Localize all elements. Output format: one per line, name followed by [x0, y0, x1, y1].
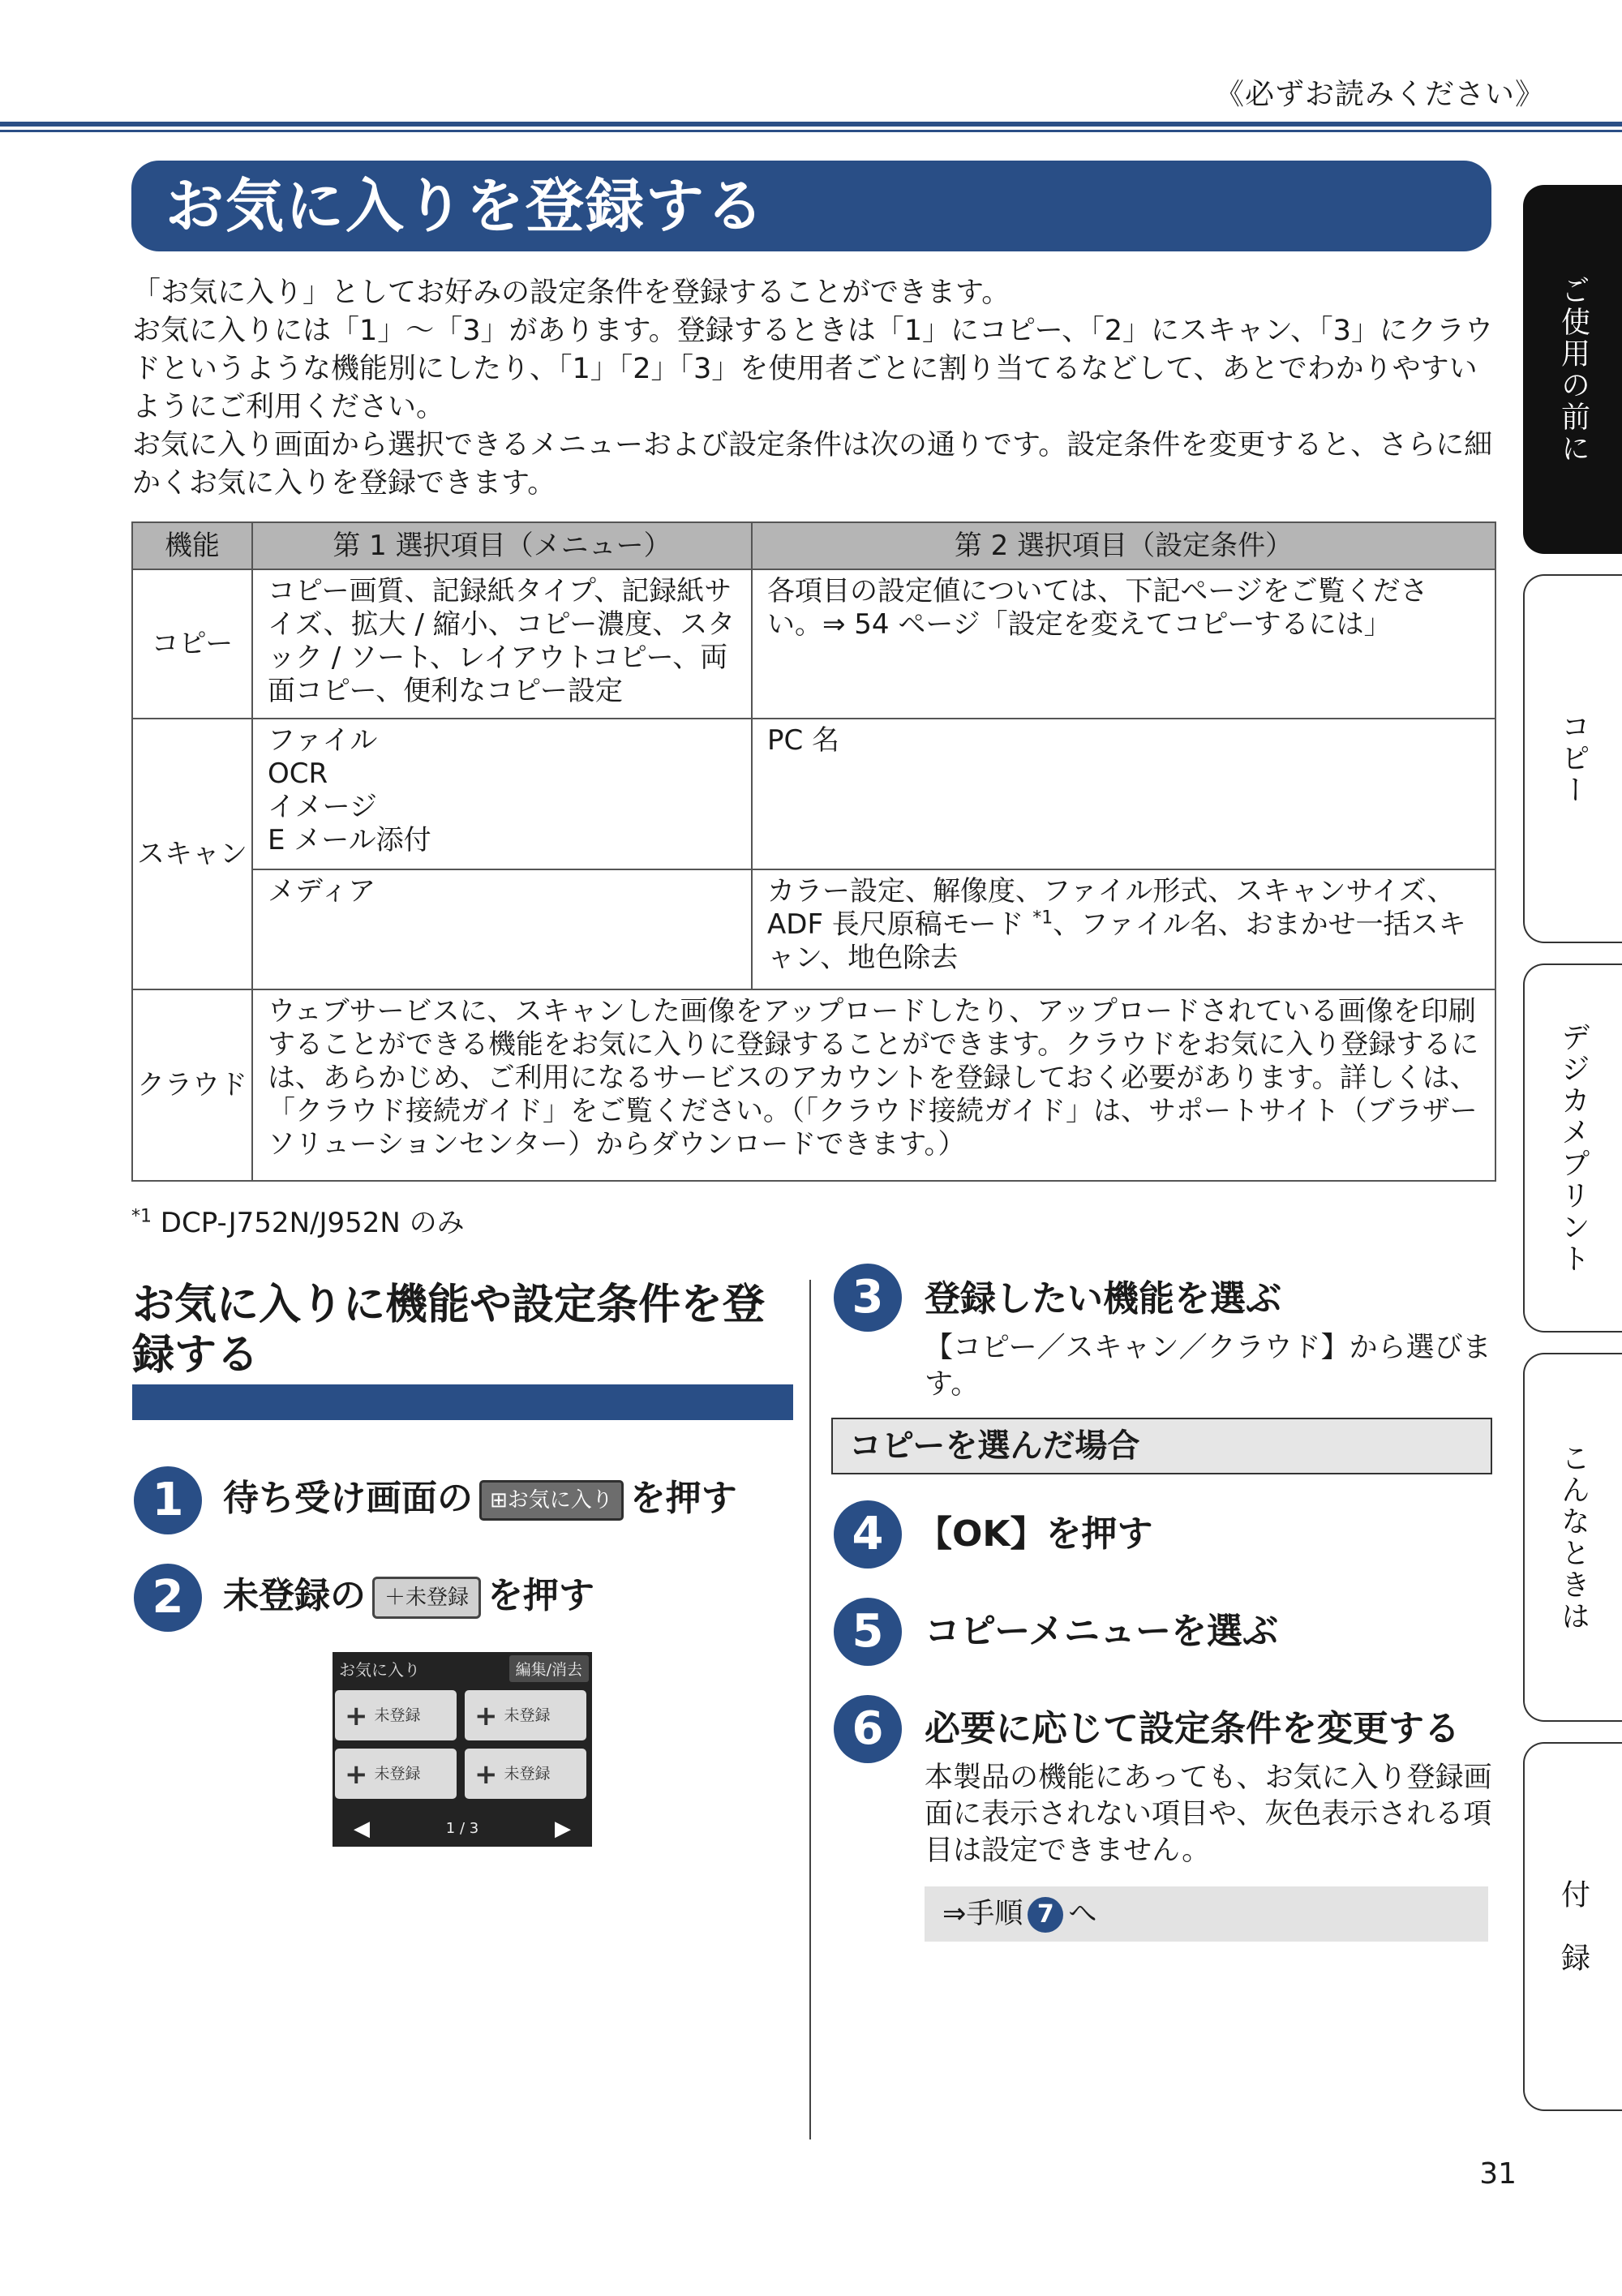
step-text-after: を押す: [487, 1575, 595, 1616]
step-text-before: 未登録の: [223, 1575, 366, 1616]
table-row: [132, 569, 1495, 719]
tab-label: 付 録: [1556, 1879, 1590, 1974]
footnote-text: DCP-J752N/J952N のみ: [152, 1207, 465, 1239]
step-text: 登録したい機能を選ぶ: [925, 1278, 1281, 1320]
page-indicator: 1 / 3: [445, 1820, 479, 1837]
tab-copy[interactable]: [1523, 574, 1622, 943]
settings-text: カラー設定、解像度、ファイル形式、スキャンサイズ、ADF 長尺原稿モード: [767, 875, 1455, 941]
step-number: 1: [134, 1466, 202, 1534]
slot-label: 未登録: [374, 1706, 421, 1724]
next-arrow-icon[interactable]: ▶: [555, 1817, 571, 1841]
header-menu: 第 1 選択項目（メニュー）: [252, 522, 752, 569]
edit-delete-button[interactable]: 編集/消去: [509, 1655, 589, 1682]
prev-arrow-icon[interactable]: ◀: [354, 1817, 370, 1841]
slot-label: 未登録: [504, 1765, 551, 1783]
page-number: 31: [1479, 2157, 1517, 2191]
settings-cell: PC 名: [752, 719, 1495, 869]
header-rule-thin: [0, 130, 1622, 132]
footnote-mark: *1: [131, 1206, 152, 1227]
step-number: 5: [834, 1598, 902, 1666]
goto-text: ⇒手順: [942, 1898, 1023, 1930]
tab-appendix[interactable]: [1523, 1742, 1622, 2111]
footnote: [131, 1200, 465, 1240]
step-text: 必要に応じて設定条件を変更する: [925, 1708, 1460, 1749]
settings-cell: 各項目の設定値については、下記ページをご覧ください。⇒ 54 ページ「設定を変えてコピーするには」: [752, 569, 1495, 719]
plus-icon: +: [474, 1699, 498, 1732]
step-number: 3: [834, 1264, 902, 1332]
lcd-pager: [333, 1814, 592, 1843]
tab-label: コピー: [1556, 711, 1590, 806]
goto-text: へ: [1068, 1898, 1097, 1930]
goto-step-number: 7: [1028, 1897, 1063, 1933]
step-text: コピーメニューを選ぶ: [925, 1611, 1279, 1652]
unregistered-button[interactable]: ＋未登録: [372, 1577, 481, 1619]
header-function: 機能: [132, 522, 252, 569]
step-description: 本製品の機能にあっても、お気に入り登録画面に表示されない項目や、灰色表示される項目は設定できません。: [925, 1762, 1492, 1867]
function-cell: コピー: [132, 569, 252, 719]
step-text: [223, 1474, 737, 1523]
step-number: 6: [834, 1695, 902, 1763]
intro-line: お気に入り画面から選択できるメニューおよび設定条件は次の通りです。設定条件を変更すると、さらに細かくお気に入りを登録できます。: [132, 429, 1493, 500]
step-text-after: を押す: [629, 1478, 737, 1519]
menu-item: E メール添付: [268, 824, 431, 856]
table-row: [132, 989, 1495, 1181]
section-bar: [132, 1384, 793, 1420]
step-text: 【OK】を押す: [916, 1513, 1153, 1555]
plus-icon: +: [345, 1757, 368, 1791]
menu-item: イメージ: [268, 791, 377, 823]
menu-item: ファイル: [268, 724, 378, 757]
header-rule: [0, 122, 1622, 127]
menu-cell: コピー画質、記録紙タイプ、記録紙サイズ、拡大 / 縮小、コピー濃度、スタック / ソート、レイアウトコピー、両面コピー、便利なコピー設定: [252, 569, 752, 719]
goto-step: [925, 1886, 1488, 1942]
header-note: 《必ずお読みください》: [1214, 78, 1545, 111]
settings-text: 、ファイル名、おまかせ一括スキャン、地色除去: [767, 908, 1466, 974]
slot-label: 未登録: [374, 1765, 421, 1783]
table-row: [132, 719, 1495, 869]
tab-photo-print[interactable]: [1523, 963, 1622, 1333]
slot-button[interactable]: [335, 1749, 457, 1799]
step-number: 2: [134, 1564, 202, 1632]
lcd-screen: [333, 1652, 592, 1847]
tab-before-use[interactable]: [1523, 185, 1622, 554]
page-title: お気に入りを登録する: [131, 161, 1491, 251]
settings-cell: [752, 869, 1495, 989]
favorites-button[interactable]: ⊞お気に入り: [479, 1480, 624, 1521]
intro-text: [132, 274, 1499, 503]
header-settings: 第 2 選択項目（設定条件）: [752, 522, 1495, 569]
menu-item: OCR: [268, 757, 328, 790]
sub-heading: コピーを選んだ場合: [831, 1418, 1492, 1474]
slot-label: 未登録: [504, 1706, 551, 1724]
step-number: 4: [834, 1500, 902, 1569]
intro-line: 「お気に入り」としてお好みの設定条件を登録することができます。: [132, 277, 1011, 309]
slot-button[interactable]: [465, 1749, 586, 1799]
slot-button[interactable]: [465, 1690, 586, 1740]
menu-cell: メディア: [252, 869, 752, 989]
cloud-description: ウェブサービスに、スキャンした画像をアップロードしたり、アップロードされている画像を印刷することができる機能をお気に入りに登録することができます。クラウドをお気に入り登録するには、あらかじめ、ご利用になるサービスのアカウントを登録しておく必要があります。詳しくは、「クラウド接続ガイド」をご覧ください。（「クラウド接続ガイド」は、サポートサイト（ブラザーソリューションセンター）からダウンロードできます。）: [252, 989, 1495, 1181]
step-text: [223, 1572, 594, 1620]
plus-icon: +: [474, 1757, 498, 1791]
intro-line: お気に入りには「1」～「3」があります。登録するときは「1」にコピー、「2」にスキャン、「3」にクラウドというような機能別にしたり、「1」「2」「3」を使用者ごとに割り当てるなどして、あとでわかりやすいようにご利用ください。: [132, 315, 1493, 423]
step-text-before: 待ち受け画面の: [223, 1478, 473, 1519]
lcd-title: お気に入り: [339, 1660, 420, 1680]
menu-cell: [252, 719, 752, 869]
section-heading: お気に入りに機能や設定条件を登録する: [132, 1281, 766, 1380]
function-cell: スキャン: [132, 719, 252, 989]
slot-button[interactable]: [335, 1690, 457, 1740]
footnote-ref: *1: [1032, 908, 1053, 929]
table-row: [132, 869, 1495, 989]
table-header-row: [132, 522, 1495, 569]
function-cell: クラウド: [132, 989, 252, 1181]
tab-label: デジカメプリント: [1556, 1021, 1590, 1275]
column-divider: [809, 1280, 811, 2139]
tab-label: ご使用の前に: [1556, 274, 1590, 465]
tab-troubleshooting[interactable]: [1523, 1353, 1622, 1722]
function-table: [131, 521, 1496, 1182]
step-description: 【コピー／スキャン／クラウド】から選びます。: [925, 1332, 1491, 1401]
tab-label: こんなときは: [1556, 1442, 1590, 1633]
plus-icon: +: [345, 1699, 368, 1732]
